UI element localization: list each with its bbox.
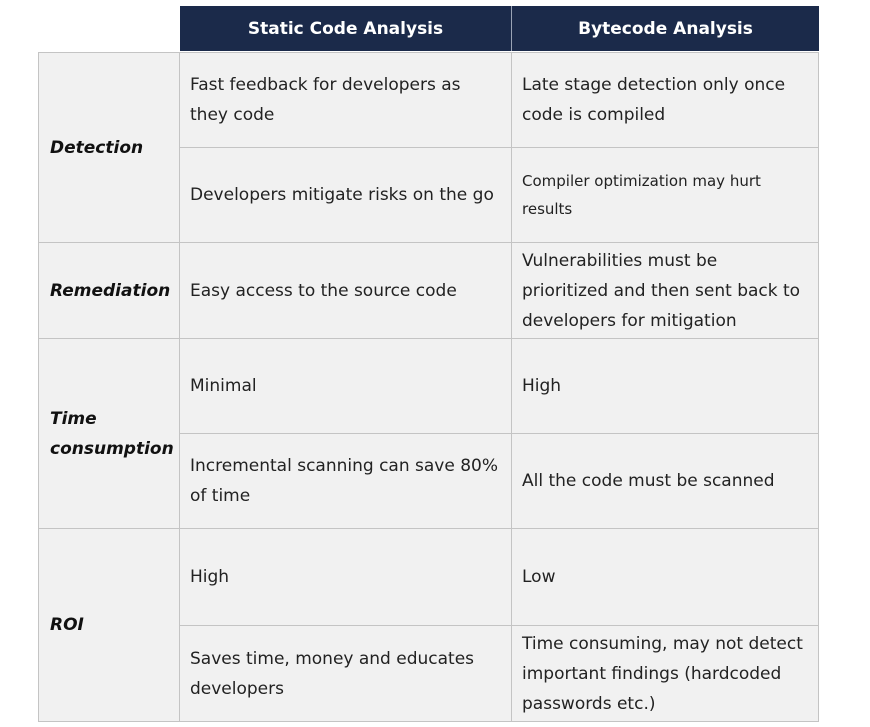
row-label-time-consumption: Time consumption — [38, 339, 180, 529]
cell-roi-static-2: Saves time, money and educates developers — [180, 626, 512, 722]
cell-roi-static-1: High — [180, 529, 512, 626]
cell-detection-bytecode-2: Compiler optimization may hurt results — [512, 148, 819, 243]
cell-time-bytecode-2: All the code must be scanned — [512, 434, 819, 529]
cell-time-static-2: Incremental scanning can save 80% of time — [180, 434, 512, 529]
header-static-code-analysis: Static Code Analysis — [180, 6, 512, 51]
cell-roi-bytecode-1: Low — [512, 529, 819, 626]
cell-time-static-1: Minimal — [180, 339, 512, 434]
row-label-roi: ROI — [38, 529, 180, 722]
row-label-detection: Detection — [38, 52, 180, 243]
cell-detection-static-1: Fast feedback for developers as they code — [180, 52, 512, 148]
header-bytecode-analysis: Bytecode Analysis — [512, 6, 819, 51]
cell-detection-static-2: Developers mitigate risks on the go — [180, 148, 512, 243]
cell-time-bytecode-1: High — [512, 339, 819, 434]
row-label-remediation: Remediation — [38, 243, 180, 339]
cell-roi-bytecode-2: Time consuming, may not detect important findings (hardcoded passwords etc.) — [512, 626, 819, 722]
cell-remediation-bytecode-1: Vulnerabilities must be prioritized and then sent back to developers for mitigation — [512, 243, 819, 339]
cell-detection-bytecode-1: Late stage detection only once code is compiled — [512, 52, 819, 148]
cell-remediation-static-1: Easy access to the source code — [180, 243, 512, 339]
